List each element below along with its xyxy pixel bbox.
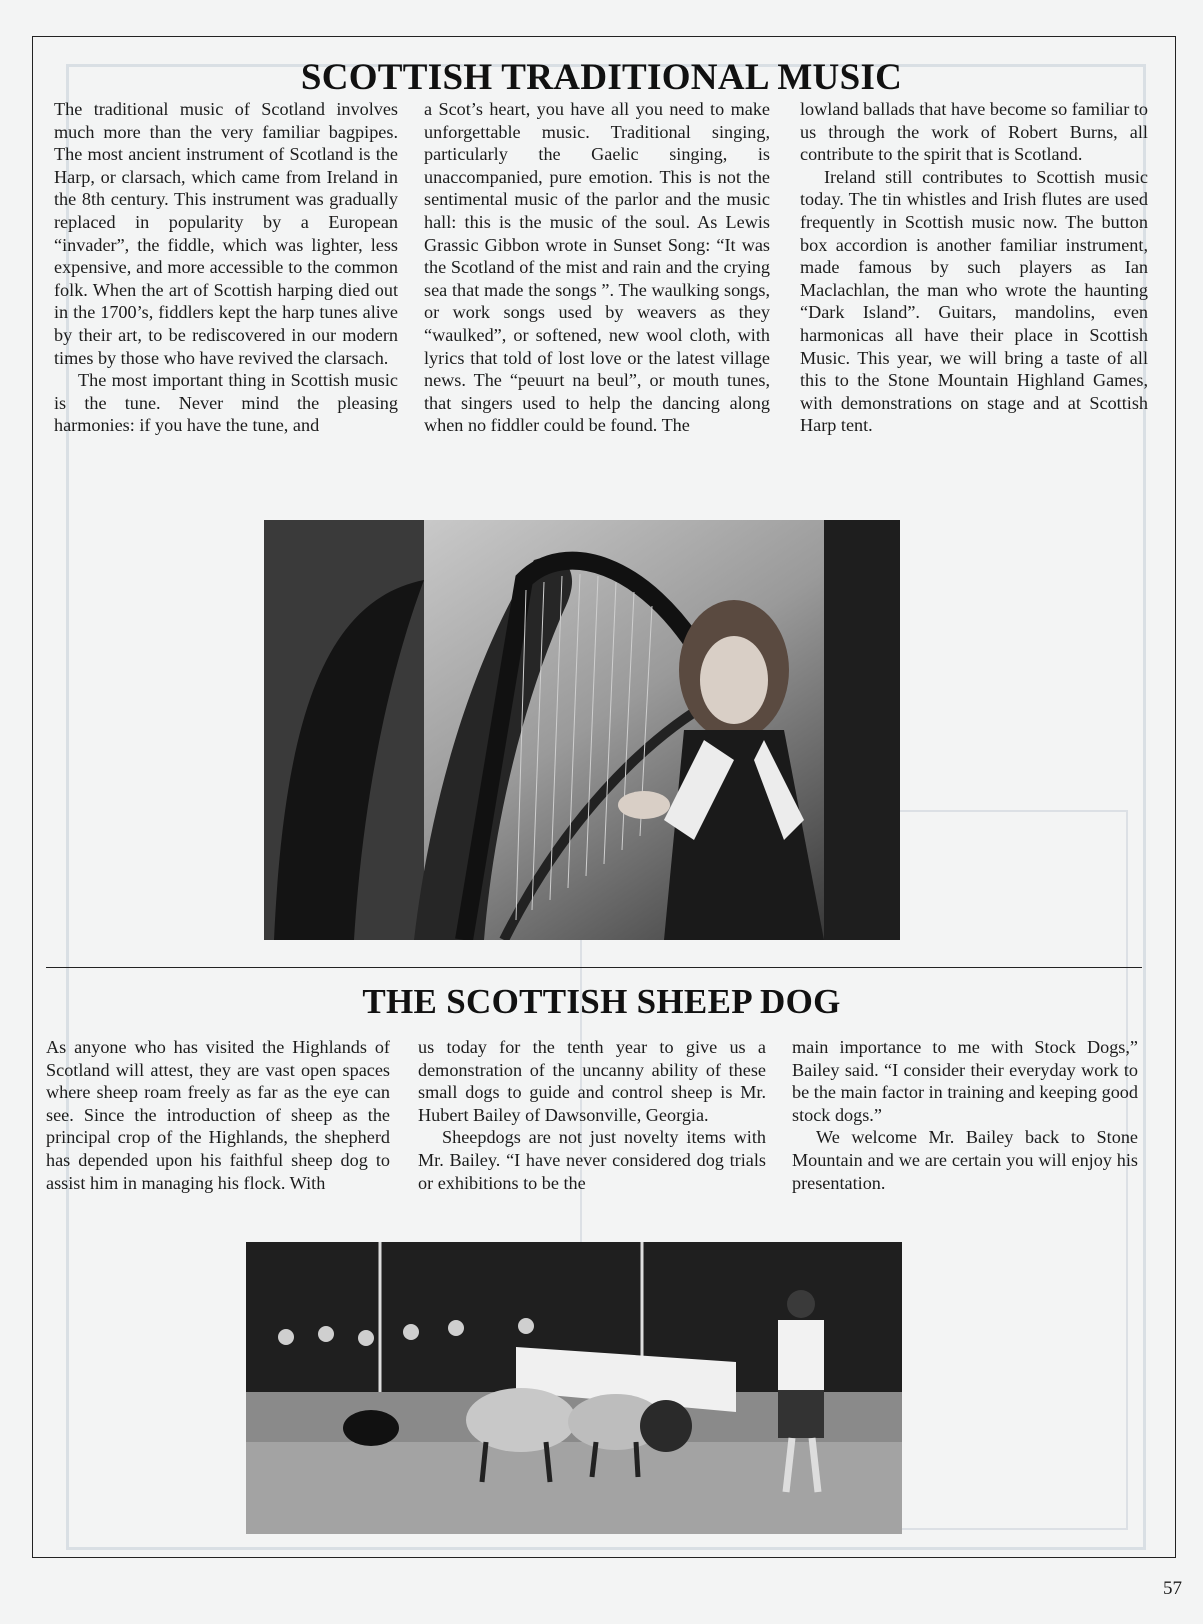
article-title-sheepdog: THE SCOTTISH SHEEP DOG	[362, 982, 841, 1021]
harp-player-photo	[264, 520, 900, 940]
music-col1-para: The most important thing in Scottish music is the tune. Never mind the pleasing harmonies: if you have the tune, and	[54, 370, 398, 436]
sheepdog-column-3	[792, 1036, 1138, 1194]
music-col2-para: a Scot’s heart, you have all you need to make unforgettable music. Traditional singing, particularly the Gaelic singing, is unaccompanied, pure emotion. This is not the sentimental music of the parlor and the music hall: this is the music of the soul. As Lewis Grassic Gibbon wrote in Sunset Song: “It was the Scotland of the mist and rain and the crying sea that made the songs ”. The waulking songs, or work songs used by weavers as they “waulked”, or softened, new wool cloth, with lyrics that told of lost love or the latest village news. The “peuurt na beul”, or mouth tunes, that singers used to help the dancing along when no fiddler could be found. The	[424, 99, 770, 436]
music-column-1	[54, 98, 398, 437]
sheepdog-col3-para: main importance to me with Stock Dogs,” Bailey said. “I consider their everyday work to be the main factor in training and keeping good stock dogs.”	[792, 1037, 1138, 1125]
section-divider	[46, 967, 1142, 968]
music-col3-para: lowland ballads that have become so familiar to us through the work of Robert Burns, all contribute to the spirit that is Scotland.	[800, 99, 1148, 165]
sheepdog-col3-para: We welcome Mr. Bailey back to Stone Mountain and we are certain you will enjoy his presentation.	[792, 1127, 1138, 1193]
sheepdog-column-1	[46, 1036, 390, 1194]
music-column-2	[424, 98, 770, 437]
music-col1-para: The traditional music of Scotland involves much more than the very familiar bagpipes. The most ancient instrument of Scotland is the Harp, or clarsach, which came from Ireland in the 8th century. This instrument was gradually replaced in popularity by a European “invader”, the fiddle, which was lighter, less expensive, and more accessible to the common folk. When the art of Scottish harping died out in the 1700’s, fiddlers kept the harp tunes alive by their art, to be rediscovered in our modern times by those who have revived the clarsach.	[54, 99, 398, 368]
sheepdog-col2-para: us today for the tenth year to give us a demonstration of the uncanny ability of these small dogs to guide and control sheep is Mr. Hubert Bailey of Dawsonville, Georgia.	[418, 1037, 766, 1125]
sheepdog-col2-para: Sheepdogs are not just novelty items with Mr. Bailey. “I have never considered dog trials or exhibitions to be the	[418, 1127, 766, 1193]
article-title-music: SCOTTISH TRADITIONAL MUSIC	[300, 57, 903, 98]
music-column-3	[800, 98, 1148, 437]
page-number: 57	[1163, 1578, 1182, 1599]
sheepdog-demo-photo	[246, 1242, 902, 1534]
music-col3-para: Ireland still contributes to Scottish music today. The tin whistles and Irish flutes are used frequently in Scottish music now. The button box accordion is another familiar instrument, made famous by such players as Ian Maclachlan, the man who wrote the haunting “Dark Island”. Guitars, mandolins, even harmonicas all have their place in Scottish Music. This year, we will bring a taste of all this to the Stone Mountain Highland Games, with demonstrations on stage and at Scottish Harp tent.	[800, 166, 1148, 436]
sheepdog-col1-para: As anyone who has visited the Highlands of Scotland will attest, they are vast open spaces where sheep roam freely as far as the eye can see. Since the introduction of sheep as the principal crop of the Highlands, the shepherd has depended upon his faithful sheep dog to assist him in managing his flock. With	[46, 1037, 390, 1193]
sheepdog-column-2	[418, 1036, 766, 1194]
